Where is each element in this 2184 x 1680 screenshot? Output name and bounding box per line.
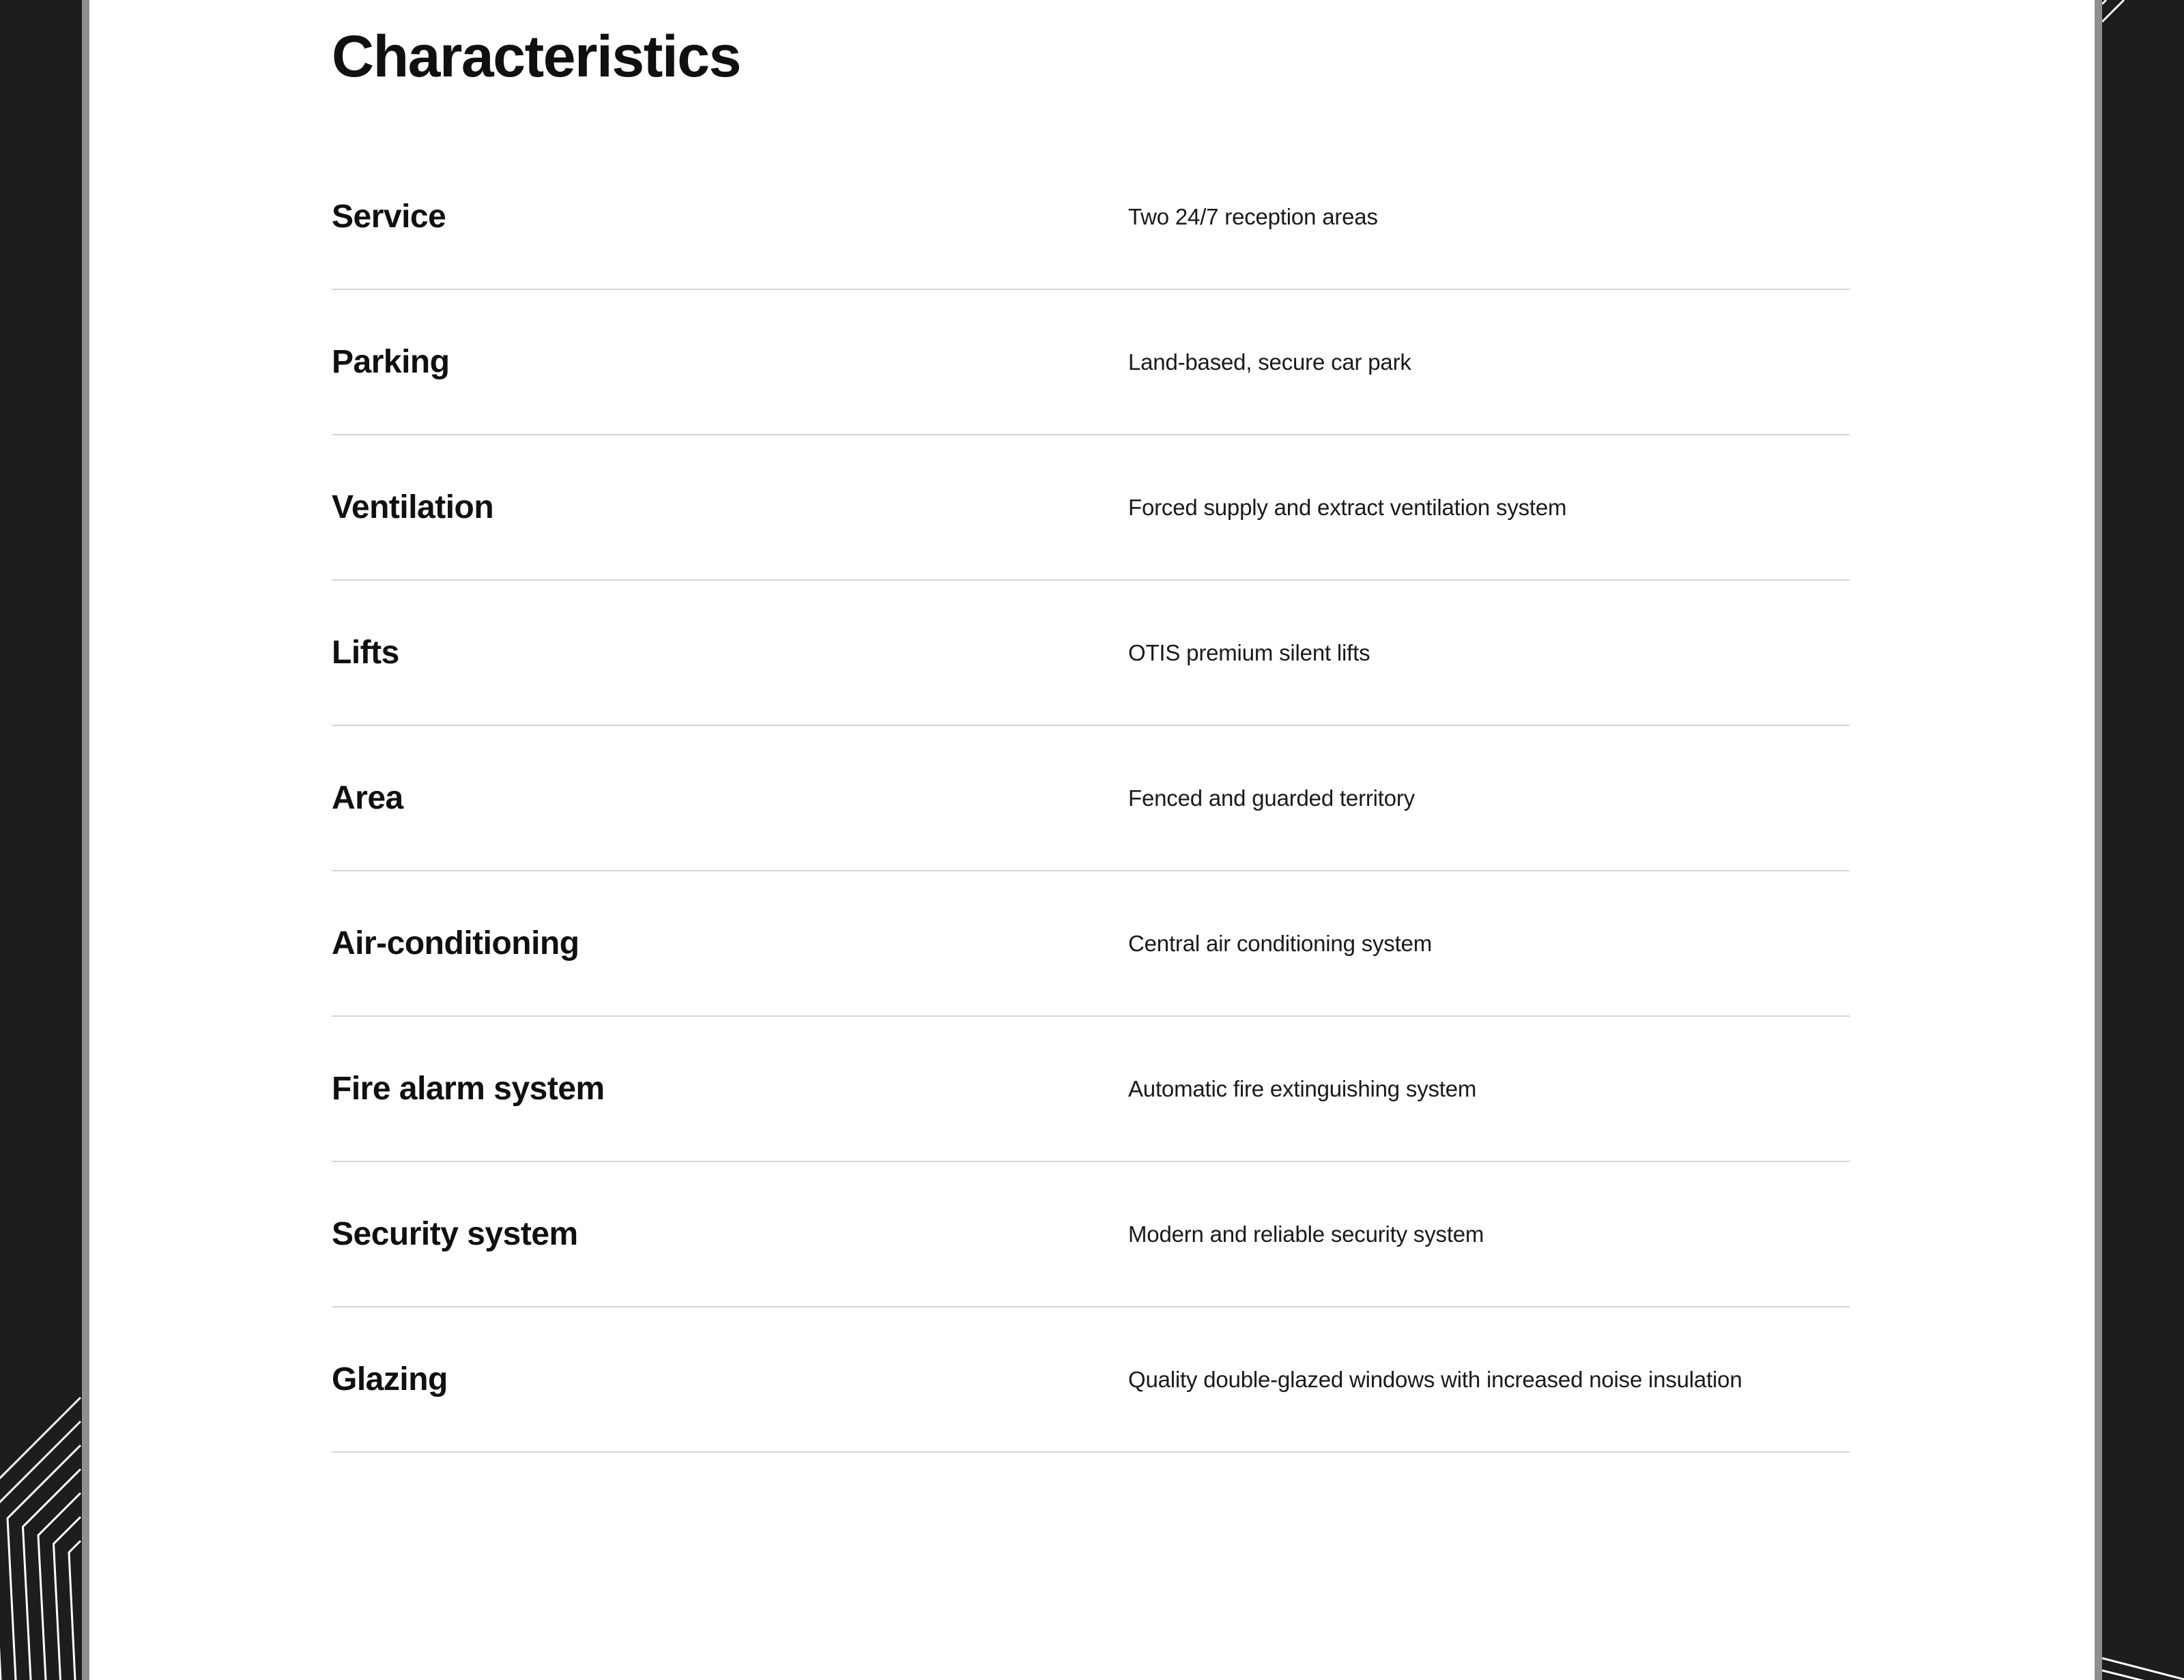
characteristic-label: Fire alarm system (332, 1071, 605, 1107)
left-gray-rail (82, 0, 89, 1680)
characteristic-value: Quality double-glazed windows with increased noise insulation (1128, 1366, 1742, 1392)
right-dark-panel (2102, 0, 2184, 1680)
characteristic-row (332, 145, 1850, 290)
characteristic-label: Area (332, 780, 403, 816)
characteristic-label: Air-conditioning (332, 925, 579, 961)
characteristic-label: Security system (332, 1216, 578, 1252)
page-title: Characteristics (332, 24, 741, 89)
left-dark-panel (0, 0, 82, 1680)
characteristics-table (332, 145, 1850, 1453)
characteristic-label: Service (332, 199, 446, 235)
characteristic-row (332, 290, 1850, 435)
right-gray-rail (2095, 0, 2102, 1680)
characteristic-label: Ventilation (332, 489, 494, 525)
characteristic-row (332, 435, 1850, 581)
characteristic-value: Automatic fire extinguishing system (1128, 1075, 1477, 1101)
characteristic-row (332, 871, 1850, 1017)
characteristic-row (332, 581, 1850, 726)
corner-lines-pattern-bottom-right (2102, 1622, 2184, 1680)
characteristic-label: Glazing (332, 1361, 448, 1397)
characteristic-value: Central air conditioning system (1128, 930, 1433, 956)
characteristic-value: OTIS premium silent lifts (1128, 639, 1370, 665)
characteristic-value: Two 24/7 reception areas (1128, 203, 1378, 229)
characteristic-value: Forced supply and extract ventilation system (1128, 494, 1567, 520)
characteristic-value: Fenced and guarded territory (1128, 785, 1415, 811)
characteristic-label: Parking (332, 344, 450, 380)
characteristic-row (332, 1307, 1850, 1453)
corner-lines-pattern-top-right (2102, 0, 2184, 82)
characteristic-row (332, 726, 1850, 871)
corner-lines-pattern-bottom-left (0, 1387, 82, 1680)
characteristic-row (332, 1162, 1850, 1307)
characteristic-value: Modern and reliable security system (1128, 1221, 1484, 1247)
content-panel (89, 0, 2095, 1680)
characteristic-value: Land-based, secure car park (1128, 349, 1411, 375)
characteristic-label: Lifts (332, 635, 399, 671)
characteristic-row (332, 1017, 1850, 1162)
